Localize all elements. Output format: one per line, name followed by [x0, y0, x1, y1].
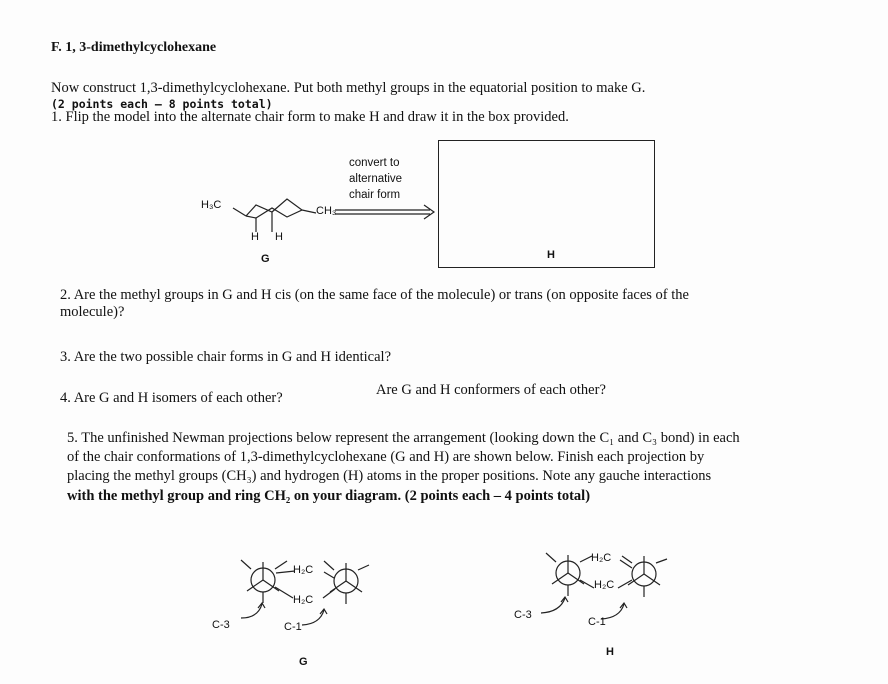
section-title: F. 1, 3-dimethylcyclohexane: [51, 40, 217, 55]
question-5-line3: placing the methyl groups (CH₃) and hydrogen (H) atoms in the proper positions. Note any gauche interactions: [67, 468, 712, 484]
h-label-right: H: [275, 231, 283, 243]
newman-g-h2c-bottom: H₂C: [293, 594, 314, 606]
question-1: 1. Flip the model into the alternate chair form to make H and draw it in the box provided.: [51, 109, 569, 125]
question-2-line2: molecule)?: [60, 304, 125, 320]
newman-h-h2c-top: H₂C: [591, 552, 612, 564]
g-label: G: [261, 253, 270, 265]
newman-g-c3: [241, 560, 287, 603]
newman-g-label: G: [299, 656, 308, 668]
newman-g-c1: [324, 561, 369, 604]
h-label-left: H: [251, 231, 259, 243]
newman-h-label: H: [606, 646, 614, 658]
newman-h-c1: [622, 556, 667, 597]
points-note: (2 points each – 8 points total): [51, 97, 273, 111]
newman-h-h2c-bottom: H₂C: [594, 579, 615, 591]
convert-text-2: alternative: [349, 173, 403, 185]
h3c-label: H₃C: [201, 199, 222, 211]
convert-text-3: chair form: [349, 189, 401, 201]
newman-g-h2c-top: H₂C: [293, 564, 314, 576]
intro-text: Now construct 1,3-dimethylcyclohexane. Put both methyl groups in the equatorial position to make G.: [51, 80, 646, 96]
question-4b: Are G and H conformers of each other?: [376, 382, 606, 398]
newman-h-c3: [546, 553, 592, 596]
newman-h-c1-label: C-1: [588, 616, 606, 628]
newman-h-c3-label: C-3: [514, 609, 532, 621]
question-3: 3. Are the two possible chair forms in G and H identical?: [60, 349, 392, 365]
question-5-line1: 5. The unfinished Newman projections below represent the arrangement (looking down the C₁ and C₃ bond) in each: [67, 430, 740, 446]
question-5-line4: with the methyl group and ring CH₂ on your diagram. (2 points each – 4 points total): [67, 488, 591, 504]
newman-g-c1-label: C-1: [284, 621, 302, 633]
question-4a: 4. Are G and H isomers of each other?: [60, 390, 283, 406]
answer-box-label: H: [547, 249, 555, 261]
ch3-label: CH₃: [316, 205, 337, 217]
question-5-line2: of the chair conformations of 1,3-dimethylcyclohexane (G and H) are shown below. Finish each projection by: [67, 449, 705, 465]
convert-text-1: convert to: [349, 157, 400, 169]
question-2-line1: 2. Are the methyl groups in G and H cis (on the same face of the molecule) or trans (on opposite faces of the: [60, 287, 689, 303]
newman-g-c3-label: C-3: [212, 619, 230, 631]
